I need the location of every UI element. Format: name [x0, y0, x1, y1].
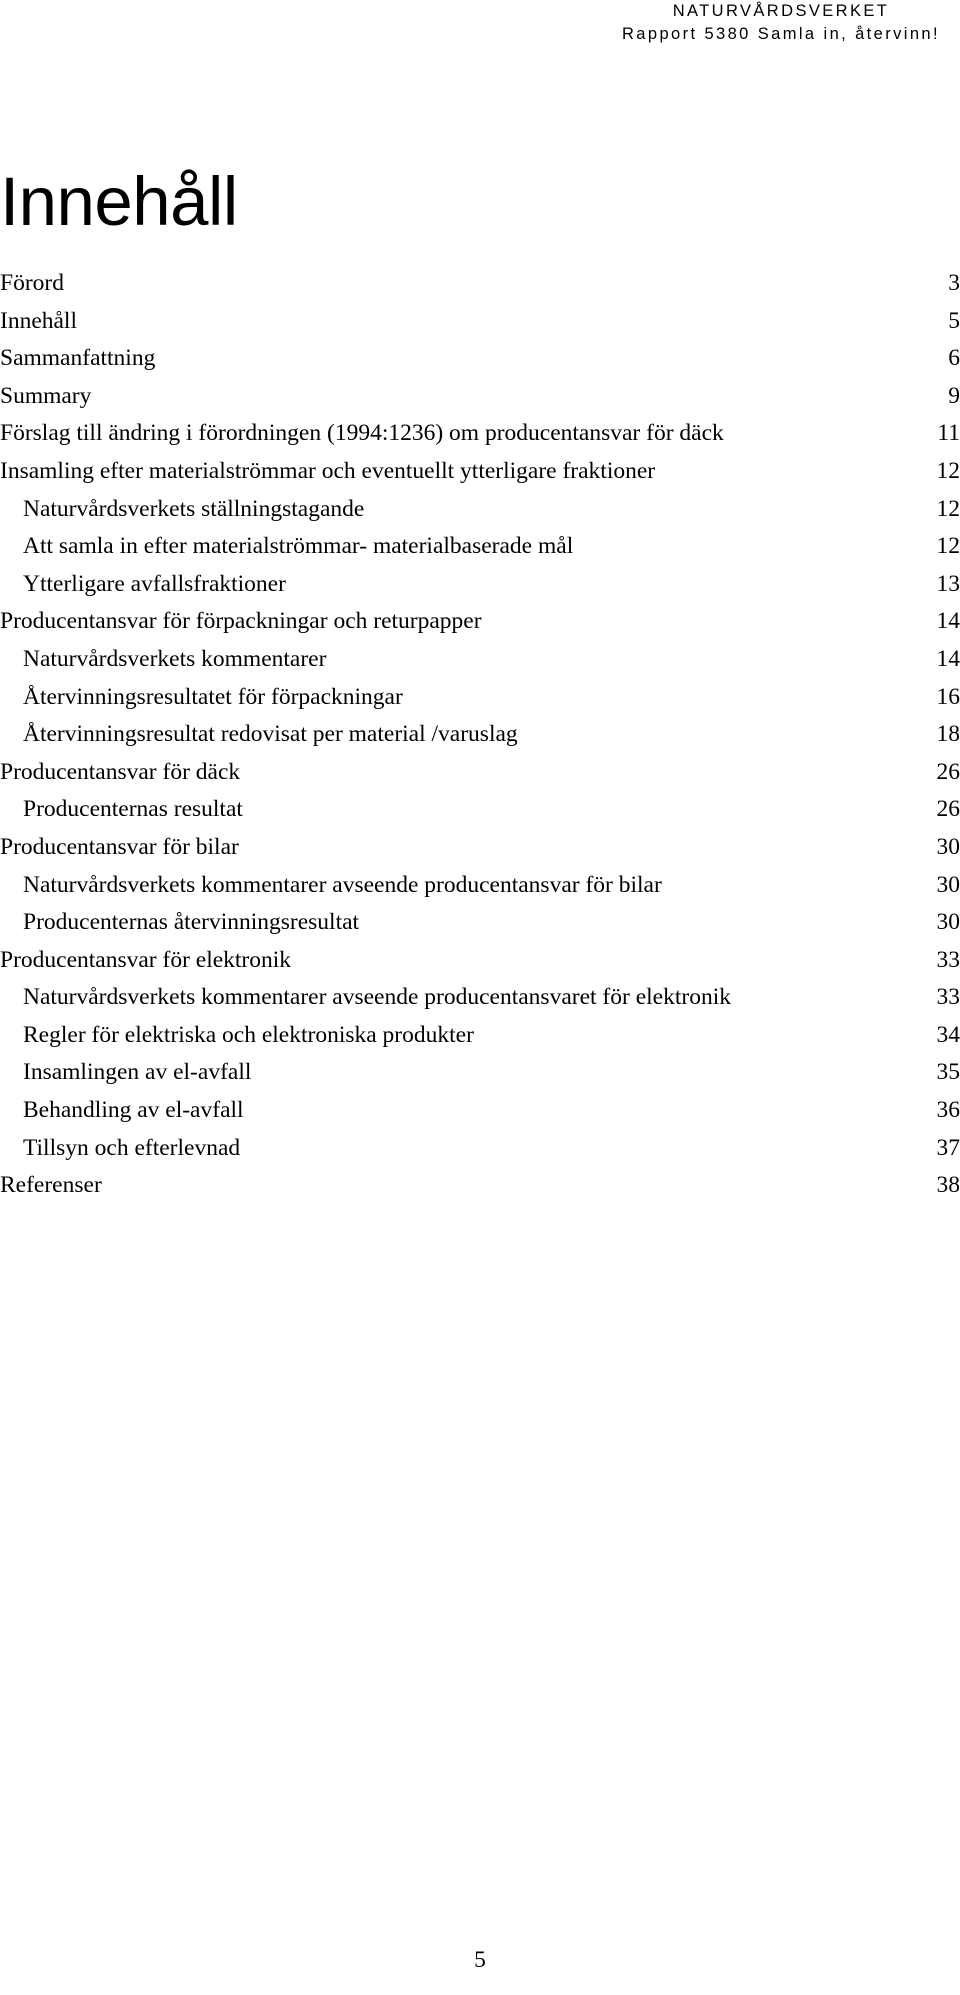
- toc-entry[interactable]: [0, 303, 960, 341]
- toc-entry-label: Summary: [0, 382, 92, 409]
- toc-entry-page: 11: [937, 420, 960, 447]
- toc-entry-label: Förslag till ändring i förordningen (1994:1236) om producentansvar för däck: [0, 420, 724, 447]
- page-title: Innehåll: [0, 163, 238, 240]
- toc-entry[interactable]: [0, 979, 960, 1017]
- toc-entry[interactable]: [0, 716, 960, 754]
- publisher-name: NATURVÅRDSVERKET: [672, 2, 890, 20]
- toc-entry[interactable]: [0, 942, 960, 980]
- toc-entry-page: 12: [936, 457, 960, 484]
- table-of-contents: [0, 265, 960, 1205]
- toc-entry[interactable]: [0, 378, 960, 416]
- toc-entry-page: 3: [948, 270, 960, 296]
- toc-entry-label: Behandling av el-avfall: [23, 1097, 244, 1124]
- toc-entry-label: Återvinningsresultat redovisat per material /varuslag: [23, 721, 518, 748]
- page-number: 5: [474, 1947, 486, 1973]
- toc-entry-label: Innehåll: [0, 307, 77, 334]
- running-header: [622, 0, 940, 46]
- toc-entry-page: 34: [936, 1021, 960, 1048]
- toc-entry[interactable]: [0, 1017, 960, 1055]
- toc-entry[interactable]: [0, 566, 960, 604]
- toc-entry-page: 14: [936, 645, 960, 672]
- toc-entry-page: 18: [936, 721, 960, 748]
- toc-entry-label: Producentansvar för bilar: [0, 833, 239, 860]
- toc-entry-label: Naturvårdsverkets kommentarer avseende producentansvar för bilar: [23, 871, 662, 898]
- toc-entry-label: Producenternas återvinningsresultat: [23, 909, 360, 936]
- toc-entry[interactable]: [0, 1092, 960, 1130]
- toc-entry-page: 13: [936, 570, 960, 597]
- toc-entry-label: Ytterligare avfallsfraktioner: [23, 570, 286, 597]
- toc-entry[interactable]: [0, 603, 960, 641]
- report-title: Rapport 5380 Samla in, återvinn!: [621, 25, 940, 43]
- toc-entry-label: Producentansvar för däck: [0, 758, 241, 785]
- toc-entry-page: 26: [936, 796, 960, 823]
- toc-entry[interactable]: [0, 641, 960, 679]
- toc-entry-page: 35: [936, 1059, 960, 1086]
- toc-entry[interactable]: [0, 904, 960, 942]
- toc-entry[interactable]: [0, 415, 960, 453]
- toc-entry-page: 6: [948, 345, 960, 372]
- toc-entry-page: 30: [936, 833, 960, 860]
- toc-entry[interactable]: [0, 453, 960, 491]
- toc-entry-page: 26: [936, 758, 960, 785]
- toc-entry-label: Förord: [0, 270, 64, 296]
- toc-entry[interactable]: [0, 1054, 960, 1092]
- toc-entry-page: 16: [936, 683, 960, 710]
- toc-entry-label: Naturvårdsverkets ställningstagande: [23, 495, 365, 522]
- toc-entry-label: Naturvårdsverkets kommentarer: [23, 645, 327, 672]
- toc-entry[interactable]: [0, 265, 960, 303]
- toc-entry[interactable]: [0, 791, 960, 829]
- toc-entry-page: 5: [948, 307, 960, 334]
- toc-entry-page: 12: [936, 495, 960, 522]
- toc-entry-label: Naturvårdsverkets kommentarer avseende producentansvaret för elektronik: [23, 984, 731, 1011]
- toc-entry[interactable]: [0, 491, 960, 529]
- toc-entry[interactable]: [0, 1130, 960, 1168]
- toc-entry[interactable]: [0, 679, 960, 717]
- toc-entry-page: 36: [936, 1097, 960, 1124]
- toc-entry-label: Tillsyn och efterlevnad: [23, 1134, 241, 1161]
- toc-entry-label: Producenternas resultat: [23, 796, 243, 823]
- toc-entry-page: 30: [936, 871, 960, 898]
- toc-entry-label: Insamling efter materialströmmar och eventuellt ytterligare fraktioner: [0, 457, 656, 484]
- toc-entry-label: Sammanfattning: [0, 345, 156, 372]
- toc-entry[interactable]: [0, 528, 960, 566]
- toc-entry-page: 14: [936, 608, 960, 635]
- toc-entry-page: 9: [948, 382, 960, 409]
- toc-entry-label: Återvinningsresultatet för förpackningar: [23, 683, 403, 710]
- toc-entry[interactable]: [0, 754, 960, 792]
- toc-entry[interactable]: [0, 1167, 960, 1205]
- toc-entry-label: Producentansvar för förpackningar och returpapper: [0, 608, 482, 635]
- toc-entry-label: Regler för elektriska och elektroniska produkter: [23, 1021, 474, 1048]
- toc-entry-label: Att samla in efter materialströmmar- materialbaserade mål: [23, 533, 574, 560]
- toc-entry[interactable]: [0, 867, 960, 905]
- toc-entry-page: 30: [936, 909, 960, 936]
- toc-entry-page: 38: [936, 1172, 960, 1199]
- toc-entry-label: Referenser: [0, 1172, 102, 1199]
- toc-entry-page: 33: [936, 946, 960, 973]
- toc-entry-page: 33: [936, 984, 960, 1011]
- toc-entry-page: 37: [936, 1134, 960, 1161]
- toc-entry-label: Producentansvar för elektronik: [0, 946, 292, 973]
- toc-entry-label: Insamlingen av el-avfall: [23, 1059, 252, 1086]
- toc-entry[interactable]: [0, 340, 960, 378]
- toc-entry-page: 12: [936, 533, 960, 560]
- toc-entry[interactable]: [0, 829, 960, 867]
